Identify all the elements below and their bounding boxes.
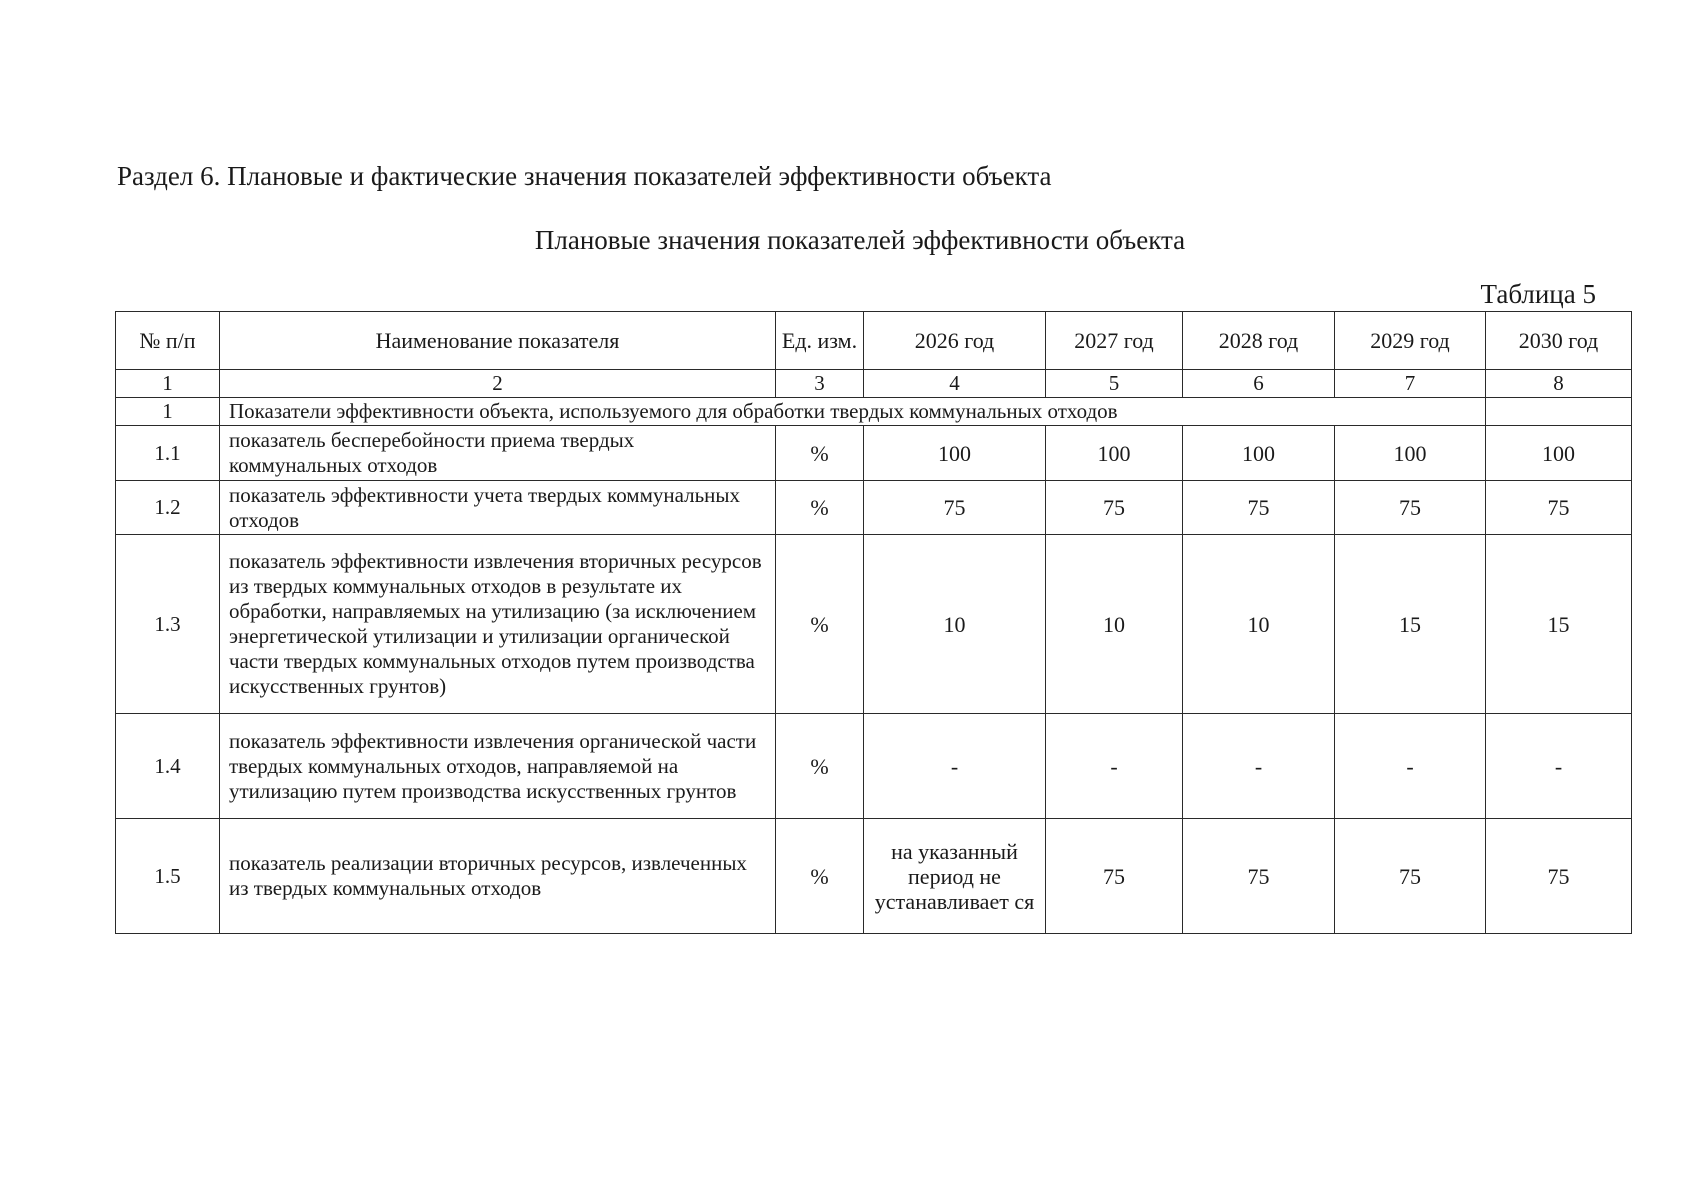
row-value-2026: на указанный период не устанавливает ся — [864, 819, 1046, 934]
row-unit: % — [776, 535, 864, 714]
row-value-2028: 75 — [1183, 481, 1335, 535]
row-value-2029: 75 — [1335, 819, 1486, 934]
group-row — [116, 398, 1632, 426]
column-number: 8 — [1486, 370, 1632, 398]
row-value-2026: 100 — [864, 426, 1046, 481]
header-2027: 2027 год — [1046, 312, 1183, 370]
table-caption: Плановые значения показателей эффективности объекта — [534, 225, 1186, 255]
row-unit: % — [776, 819, 864, 934]
header-2029: 2029 год — [1335, 312, 1486, 370]
column-number: 5 — [1046, 370, 1183, 398]
column-number-row — [116, 370, 1632, 398]
column-number: 7 — [1335, 370, 1486, 398]
table-row — [116, 426, 1632, 481]
row-value-2029: 15 — [1335, 535, 1486, 714]
row-num: 1.5 — [116, 819, 220, 934]
header-name: Наименование показателя — [220, 312, 776, 370]
row-value-2028: 75 — [1183, 819, 1335, 934]
column-number: 4 — [864, 370, 1046, 398]
row-value-2027: - — [1046, 714, 1183, 819]
header-2026: 2026 год — [864, 312, 1046, 370]
row-name: показатель эффективности извлечения вторичных ресурсов из твердых коммунальных отходов в результате их обработки, направляемых на утилизацию (за исключением энергетической утилизации и утилизации органической части твердых коммунальных отходов путем производства искусственных грунтов) — [220, 535, 776, 714]
header-unit: Ед. изм. — [776, 312, 864, 370]
row-unit: % — [776, 426, 864, 481]
row-num: 1.3 — [116, 535, 220, 714]
row-unit: % — [776, 714, 864, 819]
row-value-2026: 75 — [864, 481, 1046, 535]
group-empty-cell — [1486, 398, 1632, 426]
row-value-2030: 100 — [1486, 426, 1632, 481]
row-name: показатель бесперебойности приема твердых коммунальных отходов — [220, 426, 776, 481]
row-value-2028: 100 — [1183, 426, 1335, 481]
header-2028: 2028 год — [1183, 312, 1335, 370]
row-name: показатель эффективности учета твердых коммунальных отходов — [220, 481, 776, 535]
row-value-2029: 75 — [1335, 481, 1486, 535]
column-number: 3 — [776, 370, 864, 398]
row-num: 1.1 — [116, 426, 220, 481]
column-number: 6 — [1183, 370, 1335, 398]
row-unit: % — [776, 481, 864, 535]
header-row — [116, 312, 1632, 370]
row-num: 1.4 — [116, 714, 220, 819]
table-row — [116, 819, 1632, 934]
group-name: Показатели эффективности объекта, используемого для обработки твердых коммунальных отходов — [220, 398, 1486, 426]
column-number: 2 — [220, 370, 776, 398]
row-value-2027: 10 — [1046, 535, 1183, 714]
table-number: Таблица 5 — [1480, 279, 1596, 309]
row-value-2030: - — [1486, 714, 1632, 819]
header-2030: 2030 год — [1486, 312, 1632, 370]
row-value-2027: 75 — [1046, 481, 1183, 535]
row-name: показатель эффективности извлечения органической части твердых коммунальных отходов, направляемой на утилизацию путем производства искусственных грунтов — [220, 714, 776, 819]
row-value-2027: 100 — [1046, 426, 1183, 481]
row-value-2026: 10 — [864, 535, 1046, 714]
indicators-table — [115, 311, 1632, 934]
section-title: Раздел 6. Плановые и фактические значения показателей эффективности объекта — [117, 161, 1052, 191]
row-value-2030: 75 — [1486, 481, 1632, 535]
row-value-2026: - — [864, 714, 1046, 819]
row-value-2029: 100 — [1335, 426, 1486, 481]
group-num: 1 — [116, 398, 220, 426]
row-value-2027: 75 — [1046, 819, 1183, 934]
column-number: 1 — [116, 370, 220, 398]
header-num: № п/п — [116, 312, 220, 370]
row-value-2029: - — [1335, 714, 1486, 819]
row-value-2028: 10 — [1183, 535, 1335, 714]
row-value-2028: - — [1183, 714, 1335, 819]
row-name: показатель реализации вторичных ресурсов, извлеченных из твердых коммунальных отходов — [220, 819, 776, 934]
table-row — [116, 481, 1632, 535]
table-row — [116, 535, 1632, 714]
table-row — [116, 714, 1632, 819]
row-num: 1.2 — [116, 481, 220, 535]
row-value-2030: 75 — [1486, 819, 1632, 934]
row-value-2030: 15 — [1486, 535, 1632, 714]
